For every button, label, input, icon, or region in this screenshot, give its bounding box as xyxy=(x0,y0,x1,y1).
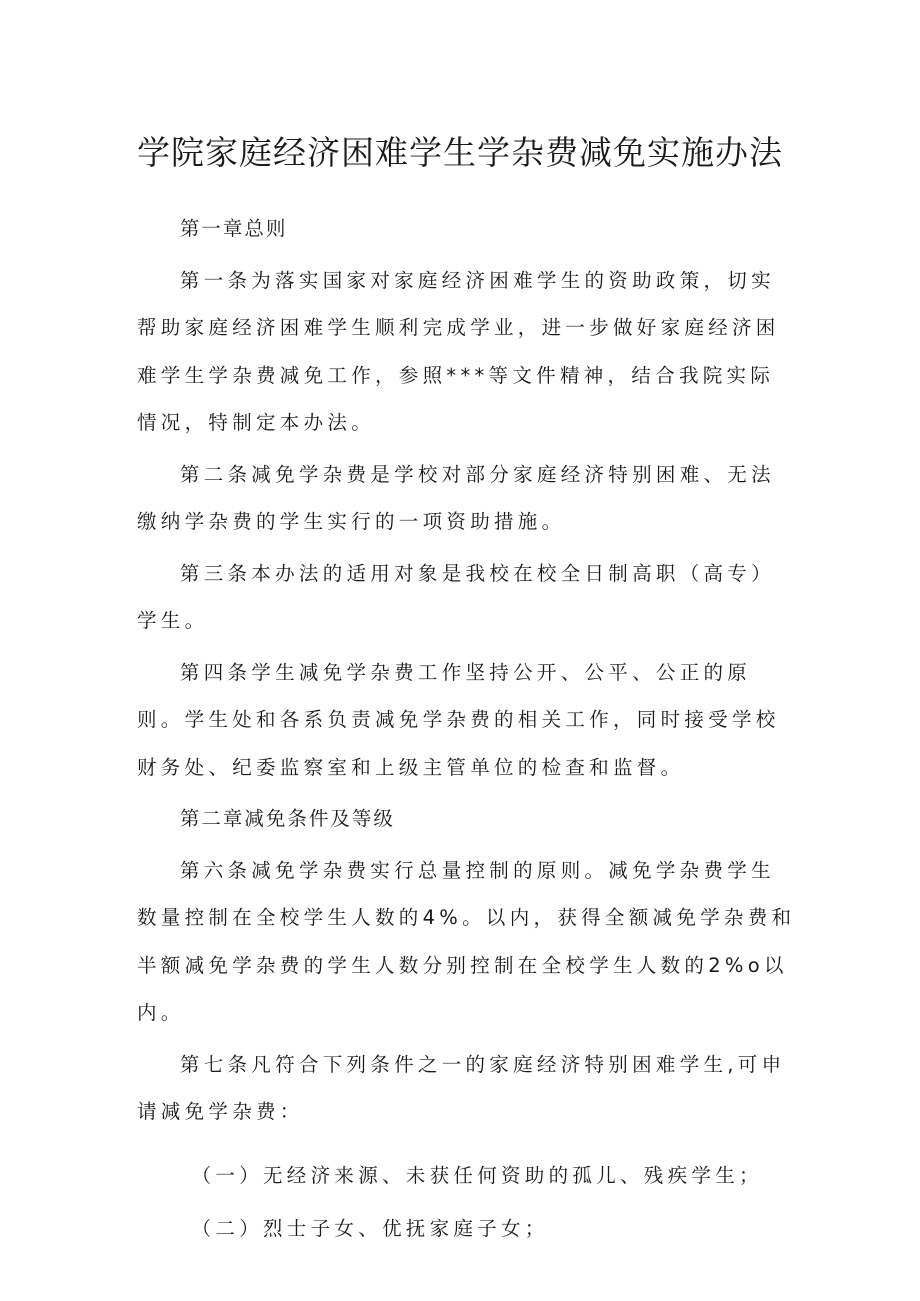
chapter-heading: 第二章减免条件及等级 xyxy=(179,807,395,830)
article-paragraph: 第七条凡符合下列条件之一的家庭经济特别困难学生,可申请减免学杂费： xyxy=(137,1052,786,1123)
list-item: （二）烈士子女、优抚家庭子女； xyxy=(191,1217,549,1240)
chapter-heading: 第一章总则 xyxy=(179,217,288,240)
document-title: 学院家庭经济困难学生学杂费减免实施办法 xyxy=(137,133,783,172)
article-paragraph: 第三条本办法的适用对象是我校在校全日制高职（高专）学生。 xyxy=(137,561,775,632)
article-paragraph: 第四条学生减免学杂费工作坚持公开、公平、公正的原则。学生处和各系负责减免学杂费的相关工作，同时接受学校财务处、纪委监察室和上级主管单位的检查和监督。 xyxy=(137,660,780,779)
article-paragraph: 第一条为落实国家对家庭经济困难学生的资助政策，切实帮助家庭经济困难学生顺利完成学业，进一步做好家庭经济困难学生学杂费减免工作，参照***等文件精神，结合我院实际情况，特制定本办法。 xyxy=(137,268,780,434)
article-paragraph: 第六条减免学杂费实行总量控制的原则。减免学杂费学生数量控制在全校学生人数的4%。以内，获得全额减免学杂费和半额减免学杂费的学生人数分别控制在全校学生人数的2%o以内。 xyxy=(137,858,796,1024)
list-item: （一）无经济来源、未获任何资助的孤儿、残疾学生； xyxy=(191,1163,763,1187)
article-paragraph: 第二条减免学杂费是学校对部分家庭经济特别困难、无法缴纳学杂费的学生实行的一项资助措施。 xyxy=(137,462,775,533)
document-body xyxy=(137,205,797,1259)
